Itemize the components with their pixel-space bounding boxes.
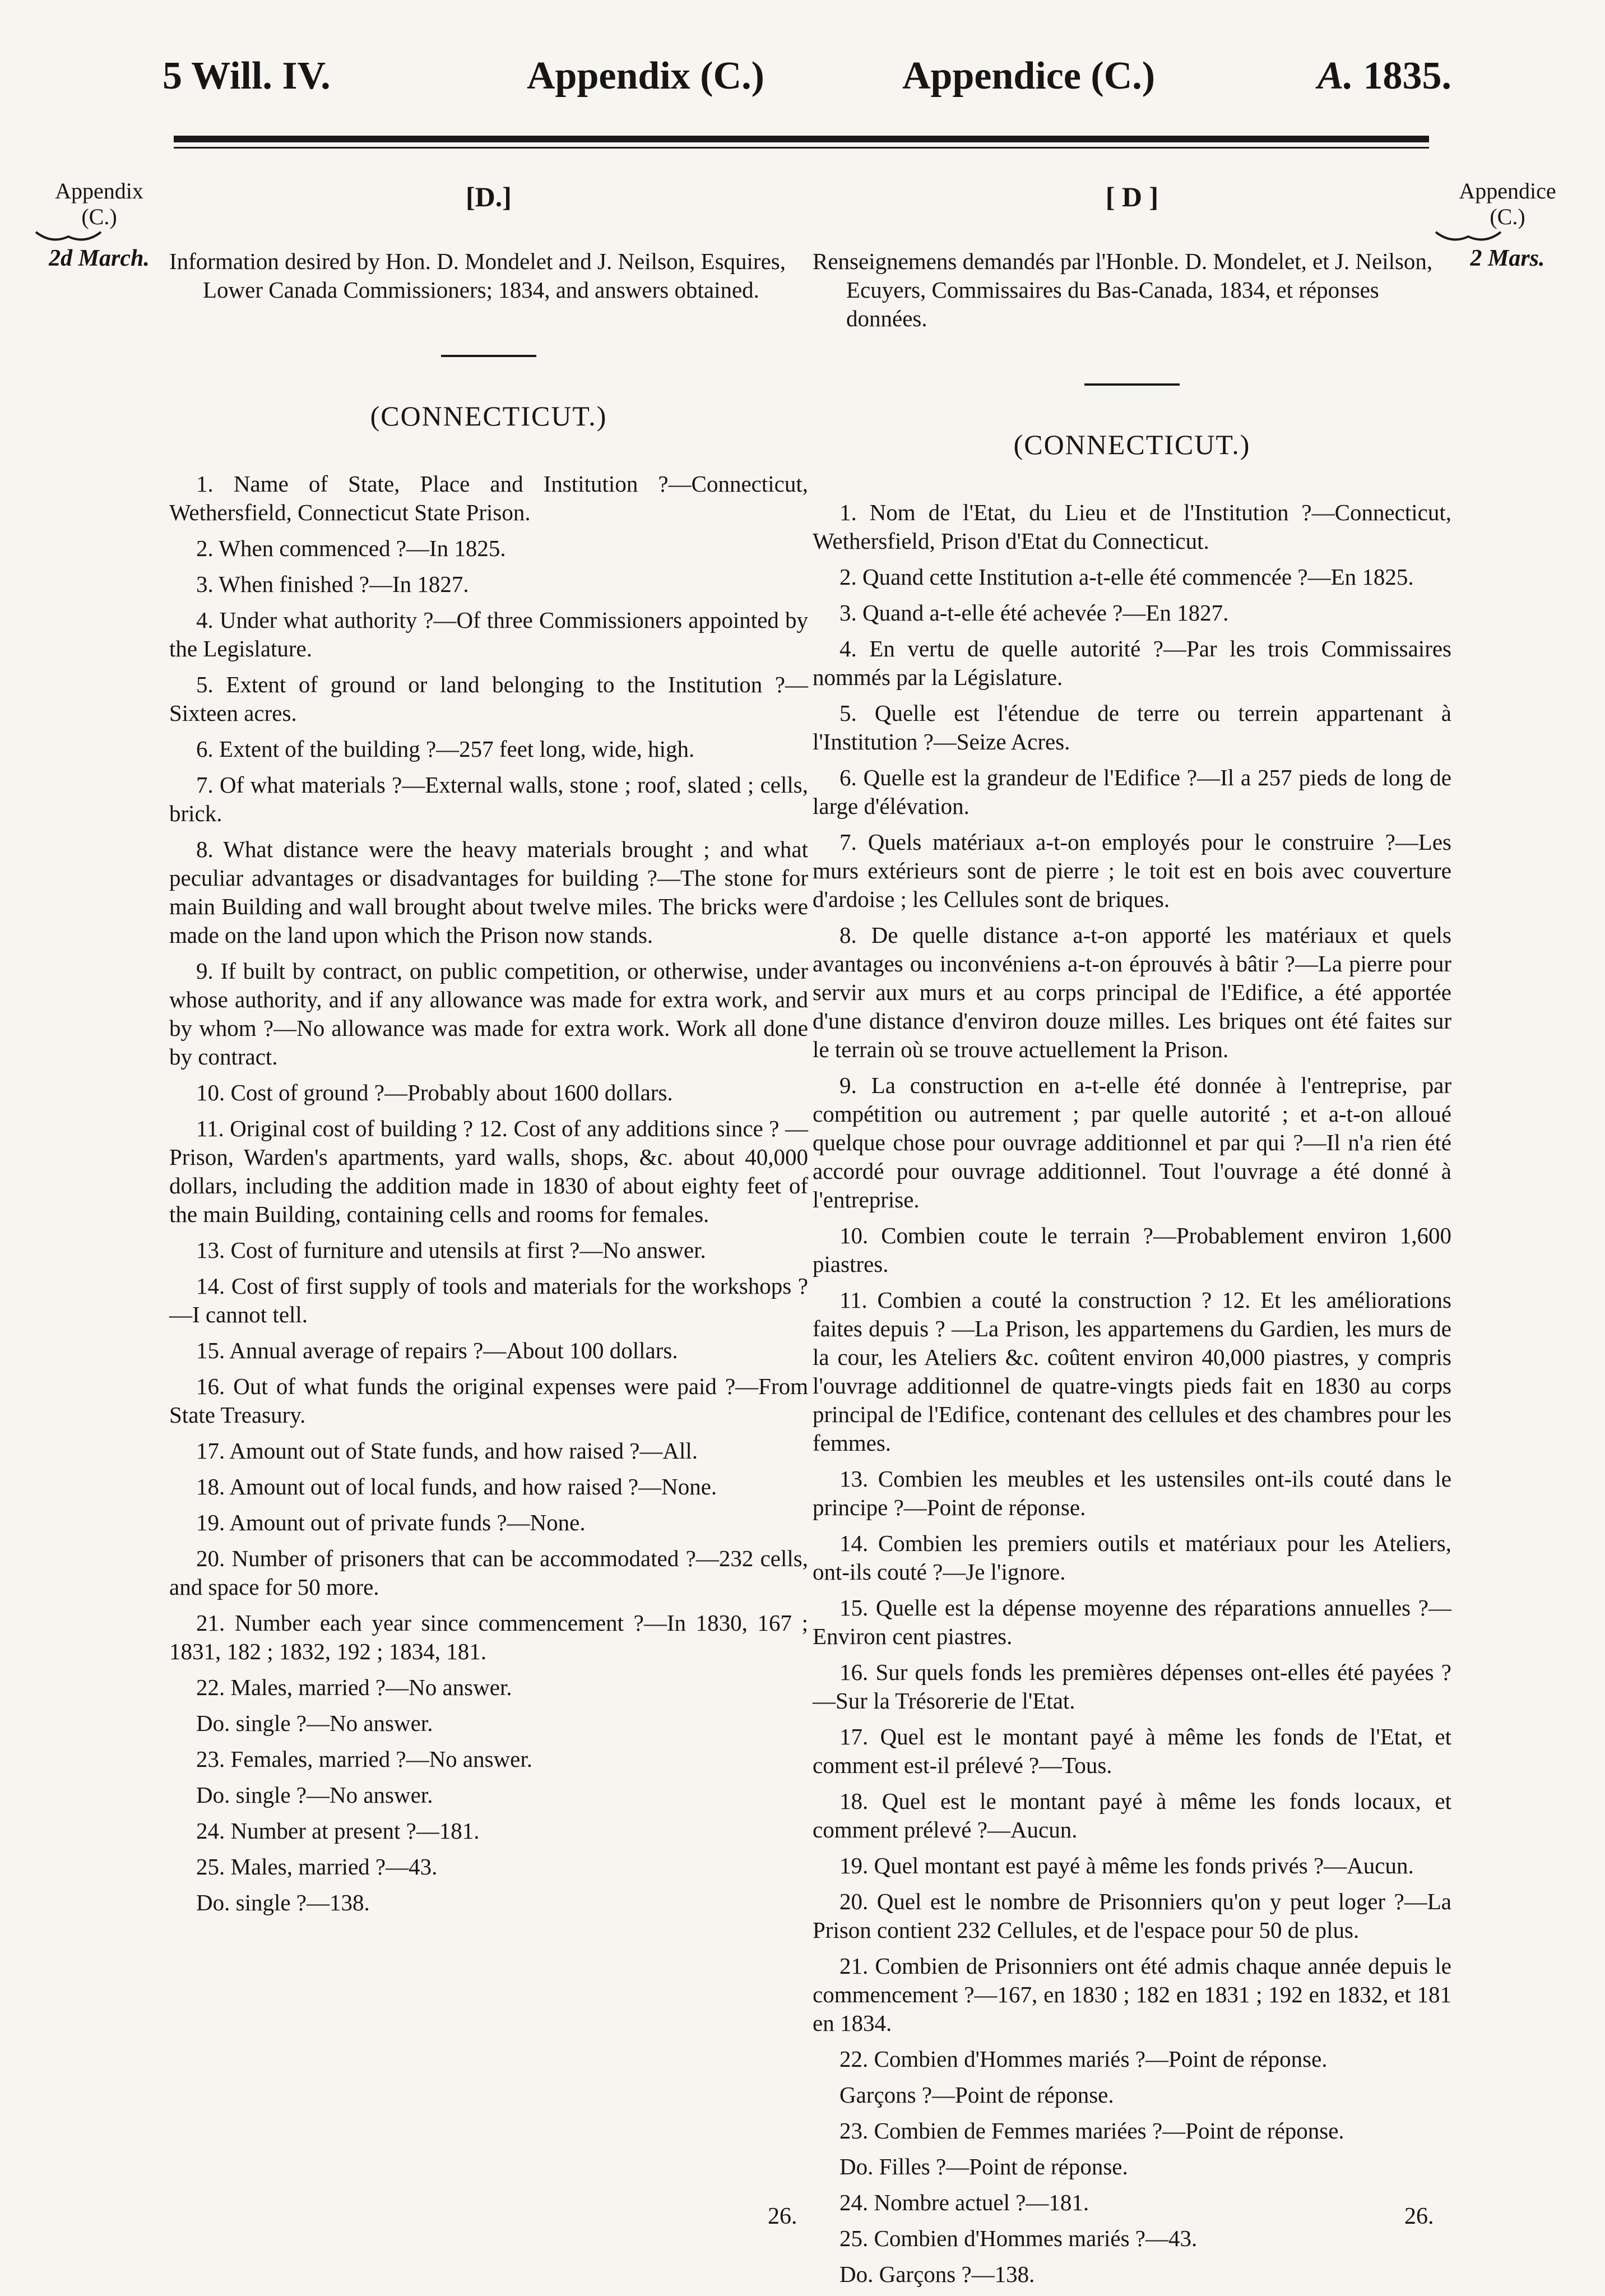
margin-date-right: 2 Mars. [1470,246,1545,271]
question-item: 14. Combien les premiers outils et matériaux pour les Ateliers, ont-ils couté ?—Je l'ignore. [813,1530,1451,1585]
question-item: 2. Quand cette Institution a-t-elle été commencée ?—En 1825. [839,564,1414,590]
brace-icon [35,230,102,246]
question-item: 8. De quelle distance a-t-on apporté les matériaux et quels avantages ou inconvéniens a-t-on éprouvés à bâtir ?—La pierre pour servir aux murs et au corps principal de l'Edifice, a été apportée d'une distance d'environ douze milles. Les briques ont été faites sur le terrain où se trouve actuellement la Prison. [813,922,1451,1062]
question-item: 15. Annual average of repairs ?—About 100 dollars. [196,1337,678,1363]
question-item: 13. Combien les meubles et les ustensiles ont-ils couté dans le principe ?—Point de réponse. [813,1466,1451,1520]
question-item: 10. Cost of ground ?—Probably about 1600 dollars. [196,1080,673,1105]
section-heading-fr: [ D ] [1105,181,1159,212]
intro-fr: Renseignemens demandés par l'Honble. D. Mondelet, et J. Neilson, Ecuyers, Commissaires du Bas-Canada, 1834, et réponses données. [813,248,1433,331]
section-heading-en: [D.] [466,181,512,212]
question-item: 21. Number each year since commencement ?—In 1830, 167 ; 1831, 182 ; 1832, 192 ; 1834, 181. [169,1610,808,1664]
question-item: Do. single ?—No answer. [196,1782,433,1808]
page-number-right: 26. [1404,2204,1434,2229]
question-item: 16. Out of what funds the original expenses were paid ?—From State Treasury. [169,1373,808,1428]
question-item: 1. Nom de l'Etat, du Lieu et de l'Institution ?—Connecticut, Wethersfield, Prison d'Etat du Connecticut. [813,499,1451,554]
year-label [1318,54,1451,99]
question-item: 13. Cost of furniture and utensils at first ?—No answer. [196,1237,706,1263]
intro-en: Information desired by Hon. D. Mondelet and J. Neilson, Esquires, Lower Canada Commissioners; 1834, and answers obtained. [169,248,786,303]
running-head [163,54,1451,115]
question-item: Garçons ?—Point de réponse. [839,2082,1114,2108]
question-item: Do. single ?—No answer. [196,1710,433,1736]
question-item: 3. When finished ?—In 1827. [196,571,469,597]
header-rule-thin [174,147,1429,149]
question-item: 17. Amount out of State funds, and how raised ?—All. [196,1438,698,1464]
question-item: 24. Number at present ?—181. [196,1818,480,1844]
page-number-left: 26. [768,2204,797,2229]
question-item: 2. When commenced ?—In 1825. [196,535,506,561]
question-item: 17. Quel est le montant payé à même les fonds de l'Etat, et comment est-il prélevé ?—Tous. [813,1724,1451,1778]
question-item: 18. Amount out of local funds, and how raised ?—None. [196,1474,717,1499]
question-item: 5. Extent of ground or land belonging to the Institution ?—Sixteen acres. [169,672,808,726]
french-column [813,183,1451,2296]
question-item: 24. Nombre actuel ?—181. [839,2189,1089,2215]
question-item: 21. Combien de Prisonniers ont été admis chaque année depuis le commencement ?—167, en 1830 ; 182 en 1831 ; 192 en 1832, et 181 en 1834. [813,1953,1451,2036]
question-item: 20. Number of prisoners that can be accommodated ?—232 cells, and space for 50 more. [169,1545,808,1600]
question-item: 16. Sur quels fonds les premières dépenses ont-elles été payées ?—Sur la Trésorerie de l'Etat. [813,1659,1451,1714]
question-list-en [169,470,808,1917]
question-item: 9. La construction en a-t-elle été donnée à l'entreprise, par compétition ou autrement ; par quelle autorité ; et a-t-on alloué quelque chose pour ouvrage additionnel et par qui ?—Il n'a rien été accordé pour ouvrage additionnel. Tout l'ouvrage a été donné à l'entreprise. [813,1072,1451,1212]
margin-note-right [1435,178,1580,271]
question-item: 6. Quelle est la grandeur de l'Edifice ?—Il a 257 pieds de long de large d'élévation. [813,765,1451,819]
question-item: 23. Females, married ?—No answer. [196,1746,533,1772]
question-item: 10. Combien coute le terrain ?—Probablement environ 1,600 piastres. [813,1223,1451,1277]
question-item: 7. Quels matériaux a-t-on employés pour le construire ?—Les murs extérieurs sont de pierre ; le toit est en bois avec couverture d'ardoise ; les Cellules sont de briques. [813,829,1451,912]
header-rule-thick [174,136,1429,142]
year-prefix: A. [1317,54,1353,98]
question-item: 25. Combien d'Hommes mariés ?—43. [839,2225,1198,2251]
appendix-title-fr: Appendice (C.) [902,54,1156,98]
question-item: 7. Of what materials ?—External walls, stone ; roof, slated ; cells, brick. [169,772,808,826]
question-item: 9. If built by contract, on public competition, or otherwise, under whose authority, and if any allowance was made for extra work, and by whom ?—No allowance was made for extra work. Work all done by contract. [169,958,808,1070]
question-item: 20. Quel est le nombre de Prisonniers qu'on y peut loger ?—La Prison contient 232 Cellules, et de l'espace pour 50 de plus. [813,1888,1451,1943]
margin-appendice-sub: (C.) [1490,204,1525,229]
margin-appendix-label: Appendix [55,178,143,203]
margin-note-left [35,178,164,271]
question-item: 18. Quel est le montant payé à même les fonds locaux, et comment prélevé ?—Aucun. [813,1788,1451,1843]
question-item: 19. Quel montant est payé à même les fonds privés ?—Aucun. [839,1853,1414,1878]
question-item: 4. Under what authority ?—Of three Commissioners appointed by the Legislature. [169,607,808,661]
question-item: 8. What distance were the heavy materials brought ; and what peculiar advantages or disadvantages for building ?—The stone for main Building and wall brought about twelve miles. The bricks were made on the land upon which the Prison now stands. [169,836,808,948]
question-item: 11. Original cost of building ? 12. Cost of any additions since ? —Prison, Warden's apartments, yard walls, shops, &c. about 40,000 dollars, including the addition made in 1830 of about eighty feet of the main Building, containing cells and rooms for females. [169,1115,808,1227]
appendix-title-en: Appendix (C.) [527,54,764,98]
divider-en [441,355,536,357]
question-item: 3. Quand a-t-elle été achevée ?—En 1827. [839,600,1229,626]
question-item: Do. Garçons ?—138. [839,2261,1035,2287]
question-item: 22. Males, married ?—No answer. [196,1674,512,1700]
reign-label: 5 Will. IV. [163,54,331,98]
question-item: 11. Combien a couté la construction ? 12. Et les améliorations faites depuis ? —La Prison, les appartemens du Gardien, les murs de la cour, les Ateliers &c. coûtent environ 40,000 piastres, y compris l'ouvrage additionnel de quatre-vingts pieds fait en 1830 au corps principal de l'Edifice, contenant des cellules et des chambres pour les femmes. [813,1287,1451,1456]
question-item: 25. Males, married ?—43. [196,1854,438,1880]
divider-fr [1084,383,1180,386]
question-item: Do. single ?—138. [196,1890,370,1915]
question-item: 1. Name of State, Place and Institution ?—Connecticut, Wethersfield, Connecticut State Prison. [169,471,808,525]
question-item: Do. Filles ?—Point de réponse. [839,2154,1128,2179]
state-heading-en: (CONNECTICUT.) [370,400,607,432]
year-value: 1835. [1363,54,1451,98]
question-item: 15. Quelle est la dépense moyenne des réparations annuelles ?—Environ cent piastres. [813,1595,1451,1649]
question-item: 14. Cost of first supply of tools and materials for the workshops ?—I cannot tell. [169,1273,808,1327]
margin-date-left: 2d March. [49,246,150,271]
margin-appendix-sub: (C.) [81,204,117,229]
question-item: 22. Combien d'Hommes mariés ?—Point de réponse. [839,2046,1328,2072]
question-item: 4. En vertu de quelle autorité ?—Par les trois Commissaires nommés par la Législature. [813,636,1451,690]
margin-appendice-label: Appendice [1459,178,1556,203]
question-list-fr [813,498,1451,2289]
question-item: 6. Extent of the building ?—257 feet long, wide, high. [196,736,695,762]
question-item: 23. Combien de Femmes mariées ?—Point de réponse. [839,2118,1344,2144]
english-column [169,183,808,1924]
state-heading-fr: (CONNECTICUT.) [1013,429,1251,460]
question-item: 19. Amount out of private funds ?—None. [196,1510,586,1535]
question-item: 5. Quelle est l'étendue de terre ou terrein appartenant à l'Institution ?—Seize Acres. [813,700,1451,754]
